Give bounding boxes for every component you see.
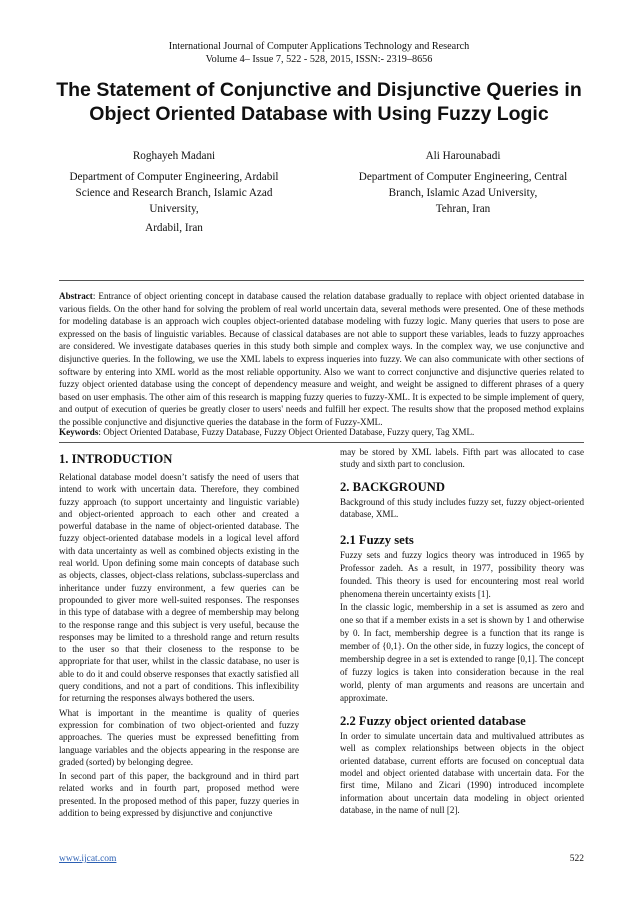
section-heading-fuzzy-oo-database: 2.2 Fuzzy object oriented database: [340, 714, 526, 729]
title-line-1: The Statement of Conjunctive and Disjunctive Queries in: [56, 79, 582, 101]
abstract-top-rule: [59, 280, 584, 281]
journal-name: International Journal of Computer Applications Technology and Research: [168, 41, 470, 52]
intro-paragraph-2: What is important in the meantime is quality of queries expression for combination of two object-oriented and fuzzy approaches. The queries must be expressed benefitting from language variables and the objects appearing in the response are graded (sorted) by belonging degree.: [59, 707, 299, 767]
fuzzy-sets-paragraph-2: In the classic logic, membership in a set is assumed as zero and one so that if a member exists in a set is shown by 1 and otherwise by 0. In fact, membership degree is a function that its range is member of {0,1}. On the other side, in fuzzy logics, the concept of membership degree in a set is extended to range [0,1]. The concept of fuzzy logics is taken into consideration because in the real world, plenty of man arguments and reasons are uncertain and approximate.: [340, 602, 584, 704]
left-column: [59, 452, 299, 819]
keywords-label: Keywords: [59, 427, 99, 437]
author-2: [343, 148, 583, 217]
abstract: [59, 290, 584, 429]
author-2-location: Tehran, Iran: [435, 203, 491, 215]
abstract-label: Abstract: [59, 291, 93, 301]
background-paragraph: Background of this study includes fuzzy set, fuzzy object-oriented database, XML.: [340, 496, 584, 519]
section-heading-introduction: 1. INTRODUCTION: [59, 452, 173, 466]
page-number: 522: [569, 854, 584, 864]
fuzzy-sets-paragraph-1: Fuzzy sets and fuzzy logics theory was introduced in 1965 by Professor zadeh. As a result, in 1977, possibility theory was founded. This theory is used for encountering most real world phenomena therein uncertainty exists [1].: [340, 550, 584, 600]
section-heading-fuzzy-sets: 2.1 Fuzzy sets: [340, 533, 414, 548]
author-1-affiliation-line: Science and Research Branch, Islamic Azad: [75, 187, 273, 199]
journal-volume: Volume 4– Issue 7, 522 - 528, 2015, ISSN:- 2319–8656: [205, 54, 433, 65]
keywords-bottom-rule: [59, 442, 584, 443]
keywords: [59, 426, 584, 438]
author-2-affiliation-line: Branch, Islamic Azad University,: [388, 187, 538, 199]
author-2-name: Ali Harounabadi: [425, 150, 501, 162]
journal-website-link[interactable]: www.ijcat.com: [59, 854, 117, 864]
author-1-location: Ardabil, Iran: [145, 222, 203, 234]
intro-paragraph-4: may be stored by XML labels. Fifth part was allocated to case study and sixth part to conclusion.: [340, 447, 584, 470]
paper-title: [30, 78, 608, 126]
author-1-affiliation-line: Department of Computer Engineering, Ardabil: [69, 171, 279, 183]
author-1: [59, 148, 289, 236]
intro-paragraph-3: In second part of this paper, the background and in third part related works and in fourth part, proposed method were presented. In the proposed method of this paper, fuzzy queries in addition to being expressed by disjunctive and conjunctive: [59, 771, 299, 819]
footer-link[interactable]: [59, 854, 116, 864]
keywords-text: : Object Oriented Database, Fuzzy Database, Fuzzy Object Oriented Database, Fuzzy query, Tag XML.: [98, 427, 475, 437]
title-line-2: Object Oriented Database with Using Fuzzy Logic: [89, 103, 549, 125]
author-2-affiliation-line: Department of Computer Engineering, Central: [358, 171, 568, 183]
author-1-affiliation-line: University,: [149, 203, 199, 215]
abstract-text: : Entrance of object orienting concept in database caused the relation database gradually to replace with object oriented database in various fields. On the other hand for solving the problem of real world uncertain data, several methods were presented. One of these methods for modeling database is an approach wich couples object-oriented database modeling with fuzzy logic. Many queries that users to pose are expressed on the basis of linguistic variables. Because of classical databases are not able to support these variables, leads to fuzzy approaches are considered. We investigate databases queries in this study both simple and complex ways. In the complex way, we use conjunctive and disjunctive queries. In the following, we use the XML labels to express inqueries into fuzzy. We can also communicate with other sections of software by entering into XML world as the most reliable opportunity. Also we want to correct conjunctive and disjunctive queries related to fuzzy object oriented database using the concept of dependency measure and weight, and weight be assigned to different phrases of a query based on user emphasis. The other aim of this research is mapping fuzzy queries to fuzzy-XML. It is expected to be simple implement of query, and output of execution of queries be greatly closer to users' needs and fulfill her expect. The results show that the proposed method explains the possible conjunctive and disjunctive queries the database in the form of Fuzzy-XML.: [59, 291, 584, 427]
journal-header: [0, 40, 638, 66]
author-1-name: Roghayeh Madani: [132, 150, 216, 162]
fuzzy-oo-paragraph: In order to simulate uncertain data and multivalued attributes as well as complex relationships between objects in the object oriented database, current efforts are focused on conceptual data model and object oriented database with uncertain data. For the first time, Milano and Zicari (1990) introduced incomplete information about uncertain data modeling in object oriented database, in the name of null [2].: [340, 731, 584, 815]
right-column: [340, 446, 584, 816]
section-heading-background: 2. BACKGROUND: [340, 479, 445, 494]
intro-paragraph-1: Relational database model doesn’t satisfy the need of users that intend to work with uncertain data. Therefore, they combined fuzzy approach (to support uncertainty and linguistic variable) and object-oriented approach to each other and created a powerful database in the name of object-oriented database. The fuzzy object-oriented database models in a logical level afford with data uncertainty as well as combined objects existing in the real world. Upon defining some main concepts of database such as objects, classes, object-class relations, subclass-superclass and inheritance under fuzzy environment, a few queries can be propounded to giver more well-suited responses. The responses in this type of database with a degree of membership may belong to the response range and this subject is very useful, because the responses may be limited to a threshold range and return results to the user so that their closeness to the response to be appropriate for that user, whilst in the classic database, no user is able to do it and could observe responses that exactly satisfied all query conditions, and not a part of conditions. This inflexibility for returning the responses always bothered the users.: [59, 472, 299, 704]
